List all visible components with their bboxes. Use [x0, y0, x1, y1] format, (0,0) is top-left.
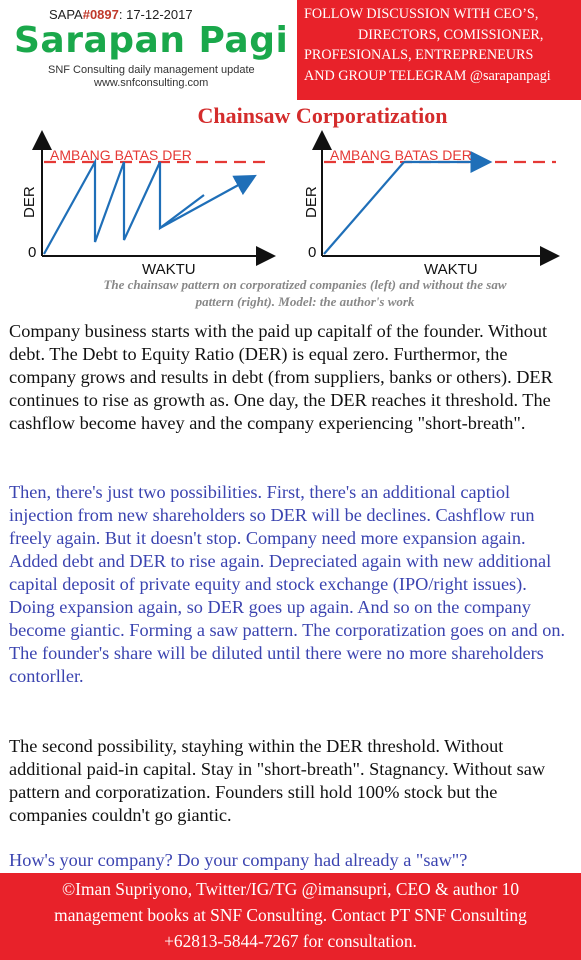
caption-line: pattern (right). Model: the author's work — [195, 294, 415, 309]
left-threshold-label: AMBANG BATAS DER — [50, 147, 192, 163]
left-diagram — [21, 134, 272, 276]
website: www.snfconsulting.com — [94, 77, 209, 89]
right-origin-label: 0 — [308, 244, 317, 261]
follow-line: AND GROUP TELEGRAM @sarapanpagi — [304, 67, 551, 84]
left-growth-arrow — [160, 177, 253, 228]
right-x-label: WAKTU — [424, 261, 478, 276]
figure-caption — [40, 276, 570, 310]
footer-banner — [0, 873, 581, 960]
logo: Sarapan Pagi — [14, 20, 289, 61]
right-rising-line — [324, 162, 404, 254]
left-y-label: DER — [21, 186, 38, 218]
follow-banner — [297, 0, 581, 100]
header — [0, 0, 581, 100]
left-saw-line — [44, 162, 204, 254]
tagline: SNF Consulting daily management update — [48, 64, 255, 76]
issue-date: : 17-12-2017 — [118, 7, 193, 22]
caption-line: The chainsaw pattern on corporatized companies (left) and without the saw — [103, 277, 507, 292]
issue-prefix: SAPA — [49, 7, 83, 22]
follow-line: FOLLOW DISCUSSION WITH CEO’S, — [304, 6, 539, 22]
left-x-label: WAKTU — [142, 261, 196, 276]
right-threshold-label: AMBANG BATAS DER — [330, 147, 472, 163]
der-diagrams — [0, 126, 581, 276]
article-title: Chainsaw Corporatization — [197, 103, 448, 128]
paragraph-first-possibility: Then, there's just two possibilities. First, there's an additional captiol injection from new shareholders so DER will be declines. Cashflow run freely again. But it doesn't stop. Company need more expansion again. Added debt and DER to rise again. Depreciated again with new additional capital deposit of private equity and stock exchange (IPO/right issues). Doing expansion again, so DER goes up again. And so on the company become giantic. Forming a saw pattern. The corporatization goes on and on. The founder's share will be diluted until there were no more shareholders contorller. — [9, 482, 566, 686]
paragraph-question: How's your company? Do your company had already a "saw"? — [9, 850, 468, 870]
paragraph-second-possibility: The second possibility, stayhing within the DER threshold. Without additional paid-in capital. Stay in "short-breath". Stagnancy. Without saw pattern and corporatization. Founders still hold 100% stock but the companies couldn't go giantic. — [9, 736, 546, 825]
footer-line: ©Iman Supriyono, Twitter/IG/TG @imansupri, CEO & author 10 — [61, 879, 520, 899]
footer-line: management books at SNF Consulting. Contact PT SNF Consulting — [54, 905, 527, 925]
paragraph-intro: Company business starts with the paid up capitalf of the founder. Without debt. The Debt to Equity Ratio (DER) is equal zero. Furthermor, the company grows and results in debt (from suppliers, banks or others). DER continues to rise as growth as. One day, the DER reaches it threshold. The cashflow become havey and the company experiencing "short-breath". — [9, 321, 553, 433]
follow-line: DIRECTORS, COMISSIONER, — [358, 26, 544, 43]
issue-number: #0897 — [82, 7, 119, 22]
follow-line: PROFESIONALS, ENTREPRENEURS — [304, 47, 534, 63]
left-origin-label: 0 — [28, 244, 37, 261]
right-y-label: DER — [303, 186, 320, 218]
brand-block — [0, 0, 296, 100]
footer-line: +62813-5844-7267 for consultation. — [164, 931, 417, 951]
right-diagram — [303, 134, 556, 276]
